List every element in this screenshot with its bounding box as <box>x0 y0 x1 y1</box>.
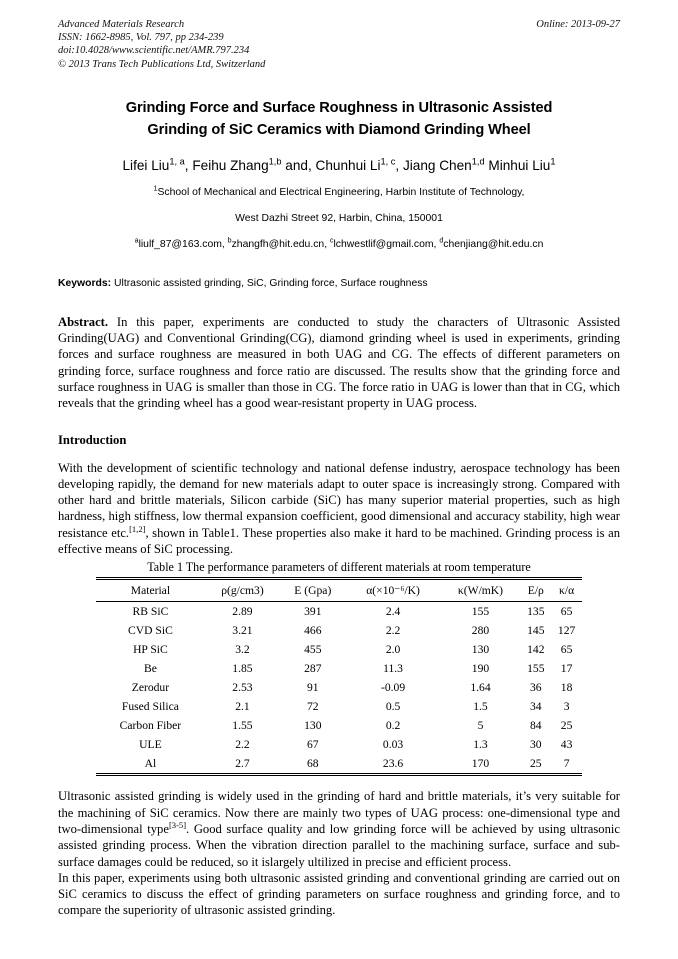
keywords-value: Ultrasonic assisted grinding, SiC, Grinding force, Surface roughness <box>111 277 428 289</box>
cell-kappa-alpha: 25 <box>560 719 573 733</box>
table-row <box>96 735 582 754</box>
cell-density: 1.85 <box>232 662 253 676</box>
cell-conductivity: 1.64 <box>470 681 491 695</box>
cell-material: ULE <box>139 738 162 752</box>
cell-conductivity: 170 <box>441 754 521 775</box>
table-row <box>96 621 582 640</box>
cell-cte: 0.5 <box>385 700 401 714</box>
email-a[interactable]: liulf_87@163.com, <box>138 238 228 250</box>
cell-material: Carbon Fiber <box>119 719 182 733</box>
email-sup-a: a <box>134 237 139 245</box>
affiliation <box>58 184 620 228</box>
table-row <box>96 640 582 659</box>
intro-paragraph-3: In this paper, experiments using both ultrasonic assisted grinding and conventional grinding are carried out on SiC ceramics to discuss the effect of grinding parameters on surface roughness and grinding force, and to compare the superiority of ultrasonic assisted grinding. <box>58 870 620 918</box>
cell-material: CVD SiC <box>128 624 173 638</box>
email-c[interactable]: lchwestlif@gmail.com, <box>333 238 440 250</box>
masthead <box>58 18 620 71</box>
cell-specific-stiffness: 145 <box>527 624 545 638</box>
title-line-1: Grinding Force and Surface Roughness in Ultrasonic Assisted <box>125 99 553 116</box>
performance-parameters-table <box>96 577 582 776</box>
issn-line: ISSN: 1662-8985, Vol. 797, pp 234-239 <box>58 32 224 44</box>
cell-cte: 0.03 <box>382 738 404 752</box>
col-header-conductivity: κ(W/mK) <box>441 579 521 602</box>
col-header-density: ρ(g/cm3) <box>205 579 280 602</box>
author-sup-5: 1 <box>550 156 556 167</box>
table-row <box>96 716 582 735</box>
author-sup-1: 1, a <box>169 156 185 167</box>
col-header-kappa-alpha: κ/α <box>551 579 582 602</box>
col-header-cte: α(×10⁻⁶/K) <box>346 579 441 602</box>
cell-cte: 2.0 <box>385 643 401 657</box>
affiliation-sup: 1 <box>153 185 158 193</box>
cell-density: 2.53 <box>232 681 253 695</box>
cell-modulus: 91 <box>307 681 319 695</box>
cell-conductivity: 1.3 <box>473 738 488 752</box>
cell-density: 2.1 <box>235 700 250 714</box>
intro-p1-part-2: , shown in Table1. These properties also make it hard to be machined. Grinding process is an effective means of SiC processing. <box>58 525 620 557</box>
cell-cte: 2.4 <box>385 605 401 619</box>
cell-density: 1.55 <box>232 719 253 733</box>
title-line-2: Grinding of SiC Ceramics with Diamond Grinding Wheel <box>147 121 531 138</box>
cell-density: 3.21 <box>232 624 253 638</box>
intro-p2-part-1: Ultrasonic assisted grinding is widely used in the grinding of hard and brittle materials, it’s very suitable for the machining of SiC ceramics. Now there are mainly two types of UAG process: one-dimensional type and two-dimensional type <box>58 789 620 836</box>
email-sup-d: d <box>439 237 444 245</box>
table-row <box>96 754 582 775</box>
cell-modulus: 72 <box>307 700 319 714</box>
cell-material: Be <box>143 662 157 676</box>
author-sep-1: , <box>184 157 193 173</box>
cell-material: RB SiC <box>132 605 169 619</box>
cell-kappa-alpha: 17 <box>560 662 573 676</box>
cell-conductivity: 1.5 <box>473 700 488 714</box>
col-header-material: Material <box>96 579 205 602</box>
cell-specific-stiffness: 155 <box>527 662 545 676</box>
intro-paragraph-2 <box>58 788 620 869</box>
cell-specific-stiffness: 34 <box>529 700 542 714</box>
email-sup-b: b <box>227 237 232 245</box>
author-name-4: Jiang Chen <box>402 157 472 173</box>
intro-paragraph-1 <box>58 460 620 558</box>
table-row <box>96 678 582 697</box>
paper-title <box>58 97 620 141</box>
table-body <box>96 602 582 775</box>
table-caption: Table 1 The performance parameters of different materials at room temperature <box>147 560 531 575</box>
affiliation-line-2: West Dazhi Street 92, Harbin, China, 150001 <box>235 212 443 224</box>
cell-specific-stiffness: 84 <box>529 719 542 733</box>
cell-cte: 11.3 <box>383 662 403 676</box>
cell-conductivity: 280 <box>471 624 490 638</box>
author-name-5: Minhui Liu <box>488 157 551 173</box>
author-sep-3: , <box>395 157 403 173</box>
cell-cte: 2.2 <box>385 624 401 638</box>
citation-ref-2[interactable]: [3-5] <box>168 819 187 830</box>
cell-modulus: 130 <box>304 719 322 733</box>
keywords-line <box>58 276 620 292</box>
author-sep-2: and, <box>281 157 316 173</box>
doi-line: doi:10.4028/www.scientific.net/AMR.797.234 <box>58 45 250 57</box>
cell-modulus: 391 <box>304 605 322 619</box>
abstract-label: Abstract. <box>58 314 109 329</box>
cell-specific-stiffness: 36 <box>529 681 542 695</box>
table-head <box>96 579 582 602</box>
cell-specific-stiffness: 25 <box>520 754 551 775</box>
cell-kappa-alpha: 7 <box>551 754 582 775</box>
cell-modulus: 466 <box>304 624 322 638</box>
keywords-label: Keywords: <box>58 277 112 289</box>
cell-conductivity: 155 <box>471 605 490 619</box>
cell-modulus: 455 <box>304 643 322 657</box>
cell-density: 2.7 <box>205 754 280 775</box>
email-sup-c: c <box>329 237 334 245</box>
cell-modulus: 68 <box>280 754 346 775</box>
online-date: Online: 2013-09-27 <box>536 19 620 30</box>
col-header-modulus: E (Gpa) <box>280 579 346 602</box>
author-emails <box>58 237 620 253</box>
cell-kappa-alpha: 3 <box>563 700 570 714</box>
cell-conductivity: 130 <box>471 643 490 657</box>
cell-specific-stiffness: 142 <box>527 643 545 657</box>
cell-cte: 0.2 <box>385 719 401 733</box>
cell-kappa-alpha: 18 <box>560 681 573 695</box>
table-row <box>96 697 582 716</box>
abstract-text: In this paper, experiments are conducted to study the characters of Ultrasonic Assisted Grinding(UAG) and Conventional Grinding(CG), diamond grinding wheel is used in experiments, grinding forces and surface roughness are measured in both UAG and CG. The effects of different parameters on grinding force, surface roughness and force ratio are discussed. The results show that the grinding force and surface roughness in UAG is smaller than those in CG. The force ratio in UAG is lower than that in CG, which reveals that the grinding wheel has a good wear-resistant property in UAG process. <box>58 314 620 411</box>
author-sup-4: 1,d <box>471 156 485 167</box>
abstract-block <box>58 314 620 412</box>
affiliation-line-1: School of Mechanical and Electrical Engineering, Harbin Institute of Technology, <box>157 186 525 198</box>
cell-density: 2.89 <box>232 605 253 619</box>
cell-kappa-alpha: 43 <box>560 738 573 752</box>
author-sup-3: 1, c <box>380 156 396 167</box>
cell-kappa-alpha: 65 <box>560 605 573 619</box>
cell-material: Zerodur <box>131 681 170 695</box>
table-row <box>96 659 582 678</box>
intro-p1-part-1: With the development of scientific technology and national defense industry, aerospace technology has been developing rapidly, the demand for new materials adapt to outer space is increasingly strong. Compared with other hard and brittle materials, Silicon carbide (SiC) has many superior material properties, such as high hardness, high stiffness, low thermal expansion coefficient, good dimensional and accuracy stability, high wear resistance etc. <box>58 460 620 540</box>
cell-modulus: 287 <box>304 662 322 676</box>
cell-modulus: 67 <box>307 738 319 752</box>
author-sup-2: 1,b <box>268 156 282 167</box>
cell-material: Fused Silica <box>121 700 179 714</box>
email-b[interactable]: zhangfh@hit.edu.cn, <box>231 238 330 250</box>
col-header-specific-stiffness: E/ρ <box>520 579 551 602</box>
cell-material: HP SiC <box>133 643 168 657</box>
author-name-2: Feihu Zhang <box>192 157 269 173</box>
table-row <box>96 602 582 622</box>
author-name-3: Chunhui Li <box>315 157 381 173</box>
cell-cte: -0.09 <box>380 681 406 695</box>
cell-material: Al <box>96 754 205 775</box>
cell-density: 2.2 <box>235 738 250 752</box>
cell-kappa-alpha: 127 <box>557 624 576 638</box>
copyright-line: © 2013 Trans Tech Publications Ltd, Switzerland <box>58 58 266 70</box>
cell-conductivity: 5 <box>477 719 484 733</box>
cell-conductivity: 190 <box>471 662 490 676</box>
cell-specific-stiffness: 135 <box>527 605 545 619</box>
table-header-row <box>96 579 582 602</box>
section-heading-introduction: Introduction <box>58 432 127 447</box>
email-d[interactable]: chenjiang@hit.edu.cn <box>443 238 544 250</box>
cell-cte: 23.6 <box>346 754 441 775</box>
cell-kappa-alpha: 65 <box>560 643 573 657</box>
citation-ref-1[interactable]: [1,2] <box>129 523 146 534</box>
author-name-1: Lifei Liu <box>122 157 170 173</box>
journal-name: Advanced Materials Research <box>58 19 185 30</box>
intro-p2-part-2: . Good surface quality and low grinding force will be achieved by using ultrasonic assisted grinding process. When the vibration direction parallel to the machining surface, surface and sub-surface damages could be reduced, so it islargely ultilized in precise and efficient process. <box>58 821 620 869</box>
cell-specific-stiffness: 30 <box>529 738 542 752</box>
author-list <box>58 157 620 175</box>
cell-density: 3.2 <box>235 643 250 657</box>
